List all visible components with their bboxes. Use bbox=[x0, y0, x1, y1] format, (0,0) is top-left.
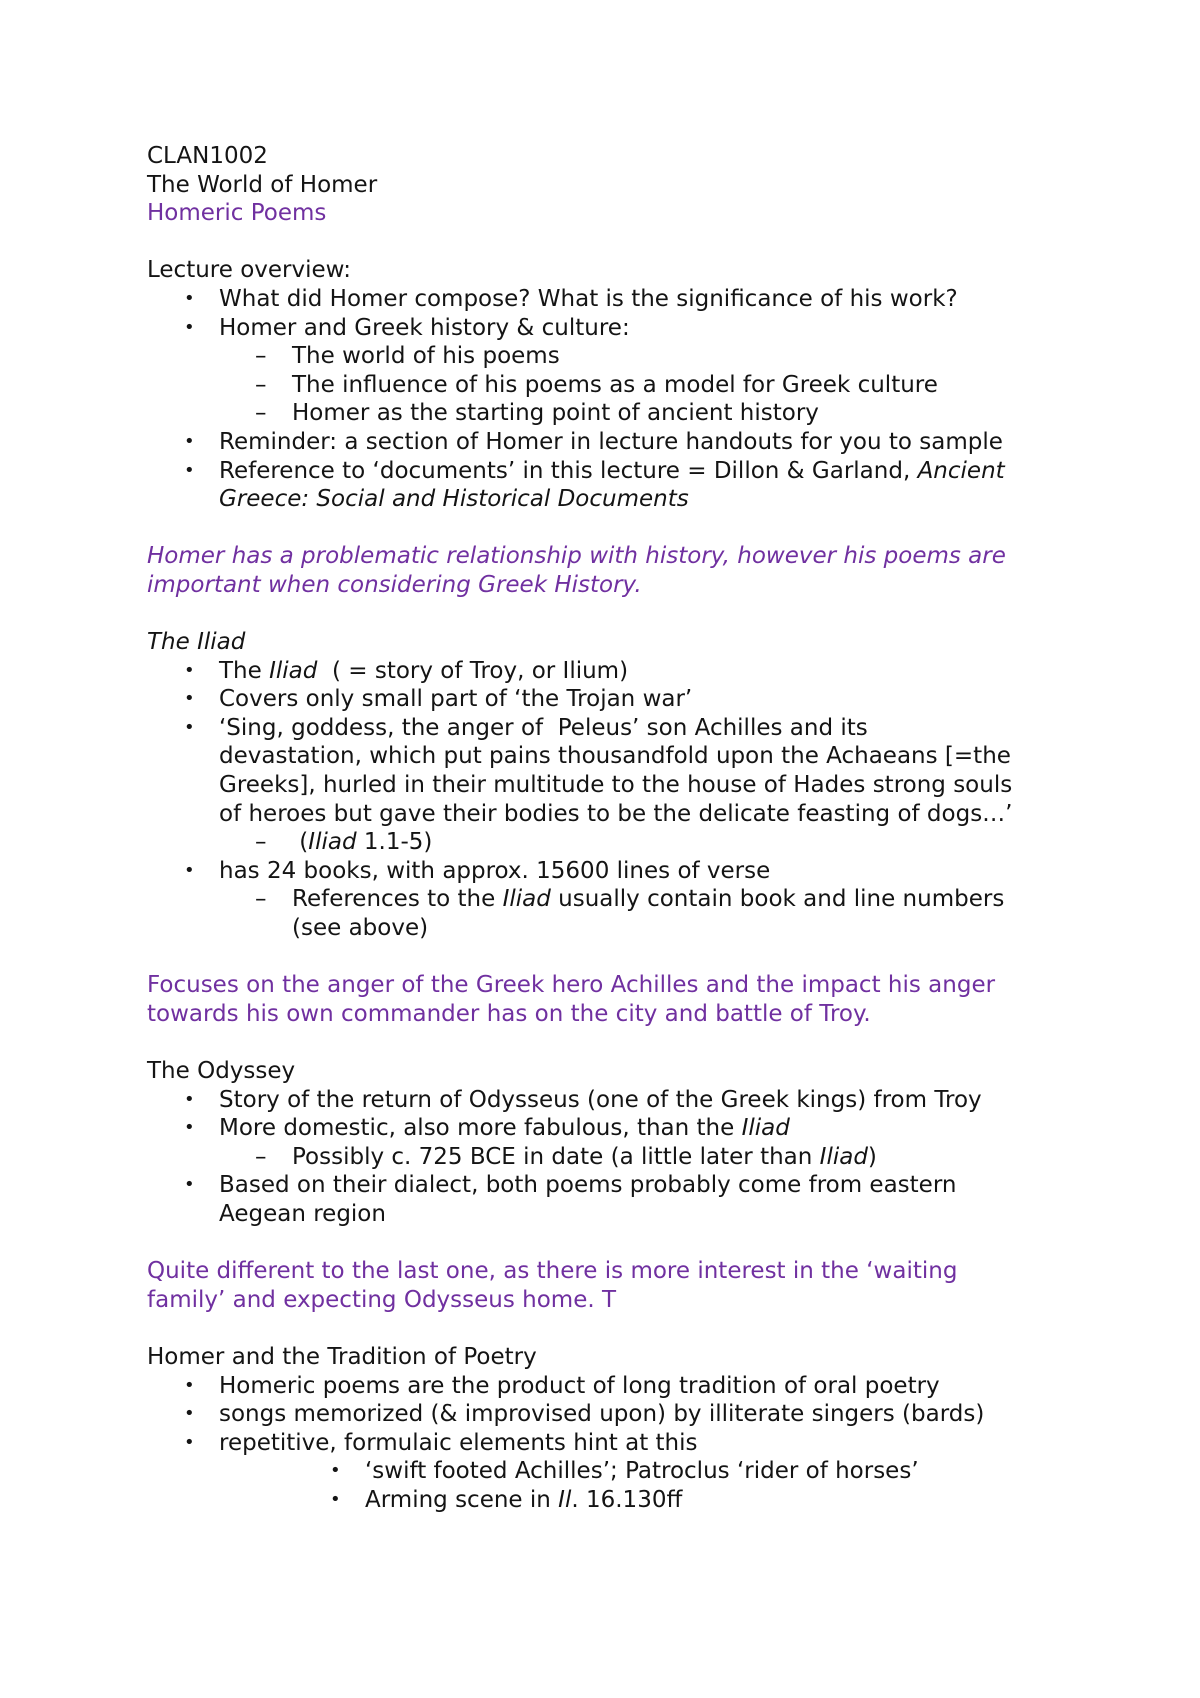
sub-sub-list-item: • ‘swift footed Achilles’; Patroclus ‘rider of horses’ bbox=[147, 1457, 1087, 1486]
text-span: Arming scene in bbox=[365, 1486, 559, 1513]
title-span: Iliad bbox=[308, 829, 357, 856]
lecture-title: Homeric Poems bbox=[147, 200, 327, 227]
quote-line: devastation, which put pains thousandfold upon the Achaeans [=the bbox=[219, 743, 1011, 770]
note-line: Homer has a problematic relationship with history, however his poems are bbox=[147, 543, 1006, 570]
course-code: CLAN1002 bbox=[147, 143, 268, 169]
note-line: important when considering Greek History. bbox=[147, 571, 642, 598]
odyssey-list bbox=[147, 1086, 1087, 1229]
title-span: Iliad bbox=[819, 1143, 868, 1170]
reference-text: Reference to ‘documents’ in this lecture = Dillon & Garland, bbox=[219, 457, 918, 484]
text-span: The bbox=[219, 657, 270, 684]
list-item bbox=[147, 1171, 1087, 1228]
list-item: • Story of the return of Odysseus (one of the Greek kings) from Troy bbox=[147, 1086, 1087, 1115]
text-span: 1.1-5) bbox=[356, 829, 433, 856]
text-span: ) bbox=[867, 1143, 877, 1170]
sub-list-item bbox=[147, 1143, 1087, 1172]
list-item bbox=[147, 657, 1087, 686]
text-span: ( = story of Troy, or Ilium) bbox=[317, 657, 629, 684]
title-span: Iliad bbox=[269, 657, 318, 684]
title-span: Iliad bbox=[741, 1115, 790, 1142]
list-item bbox=[147, 714, 1087, 828]
quote-line: • ‘Sing, goddess, the anger of Peleus’ son Achilles and its bbox=[219, 714, 868, 741]
list-item bbox=[147, 1114, 1087, 1143]
sub-list-item: – The influence of his poems as a model for Greek culture bbox=[147, 371, 1087, 400]
iliad-heading: The Iliad bbox=[147, 629, 246, 656]
tradition-list bbox=[147, 1372, 1087, 1515]
iliad-list bbox=[147, 657, 1087, 943]
odyssey-heading: The Odyssey bbox=[147, 1058, 296, 1084]
note-line: Focuses on the anger of the Greek hero Achilles and the impact his anger bbox=[147, 972, 996, 999]
text-span: ( bbox=[292, 829, 309, 856]
quote-line: of heroes but gave their bodies to be the delicate feasting of dogs…’ bbox=[219, 800, 1013, 827]
note-line: Quite different to the last one, as there is more interest in the ‘waiting bbox=[147, 1258, 958, 1285]
note-line: family’ and expecting Odysseus home. T bbox=[147, 1286, 617, 1313]
list-item: • Covers only small part of ‘the Trojan war’ bbox=[147, 685, 1087, 714]
sub-list-item bbox=[147, 885, 1087, 942]
quote-line: Greeks], hurled in their multitude to the house of Hades strong souls bbox=[219, 772, 1013, 799]
text-span: . 16.130ff bbox=[571, 1486, 683, 1513]
list-item: • What did Homer compose? What is the significance of his work? bbox=[147, 285, 1087, 314]
sub-list-item: – The world of his poems bbox=[147, 342, 1087, 371]
title-span: Iliad bbox=[502, 886, 551, 913]
item-line: Aegean region bbox=[219, 1200, 386, 1227]
text-span: References to the bbox=[292, 886, 503, 913]
list-item: • Homer and Greek history & culture: bbox=[147, 314, 1087, 343]
sub-list-item bbox=[147, 828, 1087, 857]
book-title: Ancient bbox=[917, 457, 1005, 484]
sub-list-item: – Homer as the starting point of ancient history bbox=[147, 399, 1087, 428]
book-title-continued: Greece: Social and Historical Documents bbox=[219, 486, 689, 513]
list-item: • Reminder: a section of Homer in lecture handouts for you to sample bbox=[147, 428, 1087, 457]
overview-heading: Lecture overview: bbox=[147, 257, 351, 284]
course-title: The World of Homer bbox=[147, 171, 378, 198]
note-line: towards his own commander has on the city and battle of Troy. bbox=[147, 1000, 871, 1027]
list-item: • repetitive, formulaic elements hint at this bbox=[147, 1429, 1087, 1458]
text-span: Possibly c. 725 BCE in date (a little later than bbox=[292, 1143, 820, 1170]
list-item: • Homeric poems are the product of long tradition of oral poetry bbox=[147, 1372, 1087, 1401]
title-span: Il bbox=[558, 1486, 572, 1513]
overview-list bbox=[147, 285, 1087, 514]
text-span: usually contain book and line numbers bbox=[550, 886, 1005, 913]
continuation-line: (see above) bbox=[292, 915, 429, 942]
item-line: • Based on their dialect, both poems probably come from eastern bbox=[219, 1172, 957, 1199]
document-body bbox=[147, 142, 1087, 1515]
list-item bbox=[147, 457, 1087, 486]
sub-sub-list-item bbox=[147, 1486, 1087, 1515]
tradition-heading: Homer and the Tradition of Poetry bbox=[147, 1343, 537, 1370]
list-item: • songs memorized (& improvised upon) by illiterate singers (bards) bbox=[147, 1400, 1087, 1429]
list-item: • has 24 books, with approx. 15600 lines of verse bbox=[147, 857, 1087, 886]
list-item-continuation bbox=[147, 485, 1087, 514]
text-span: More domestic, also more fabulous, than the bbox=[219, 1115, 742, 1142]
